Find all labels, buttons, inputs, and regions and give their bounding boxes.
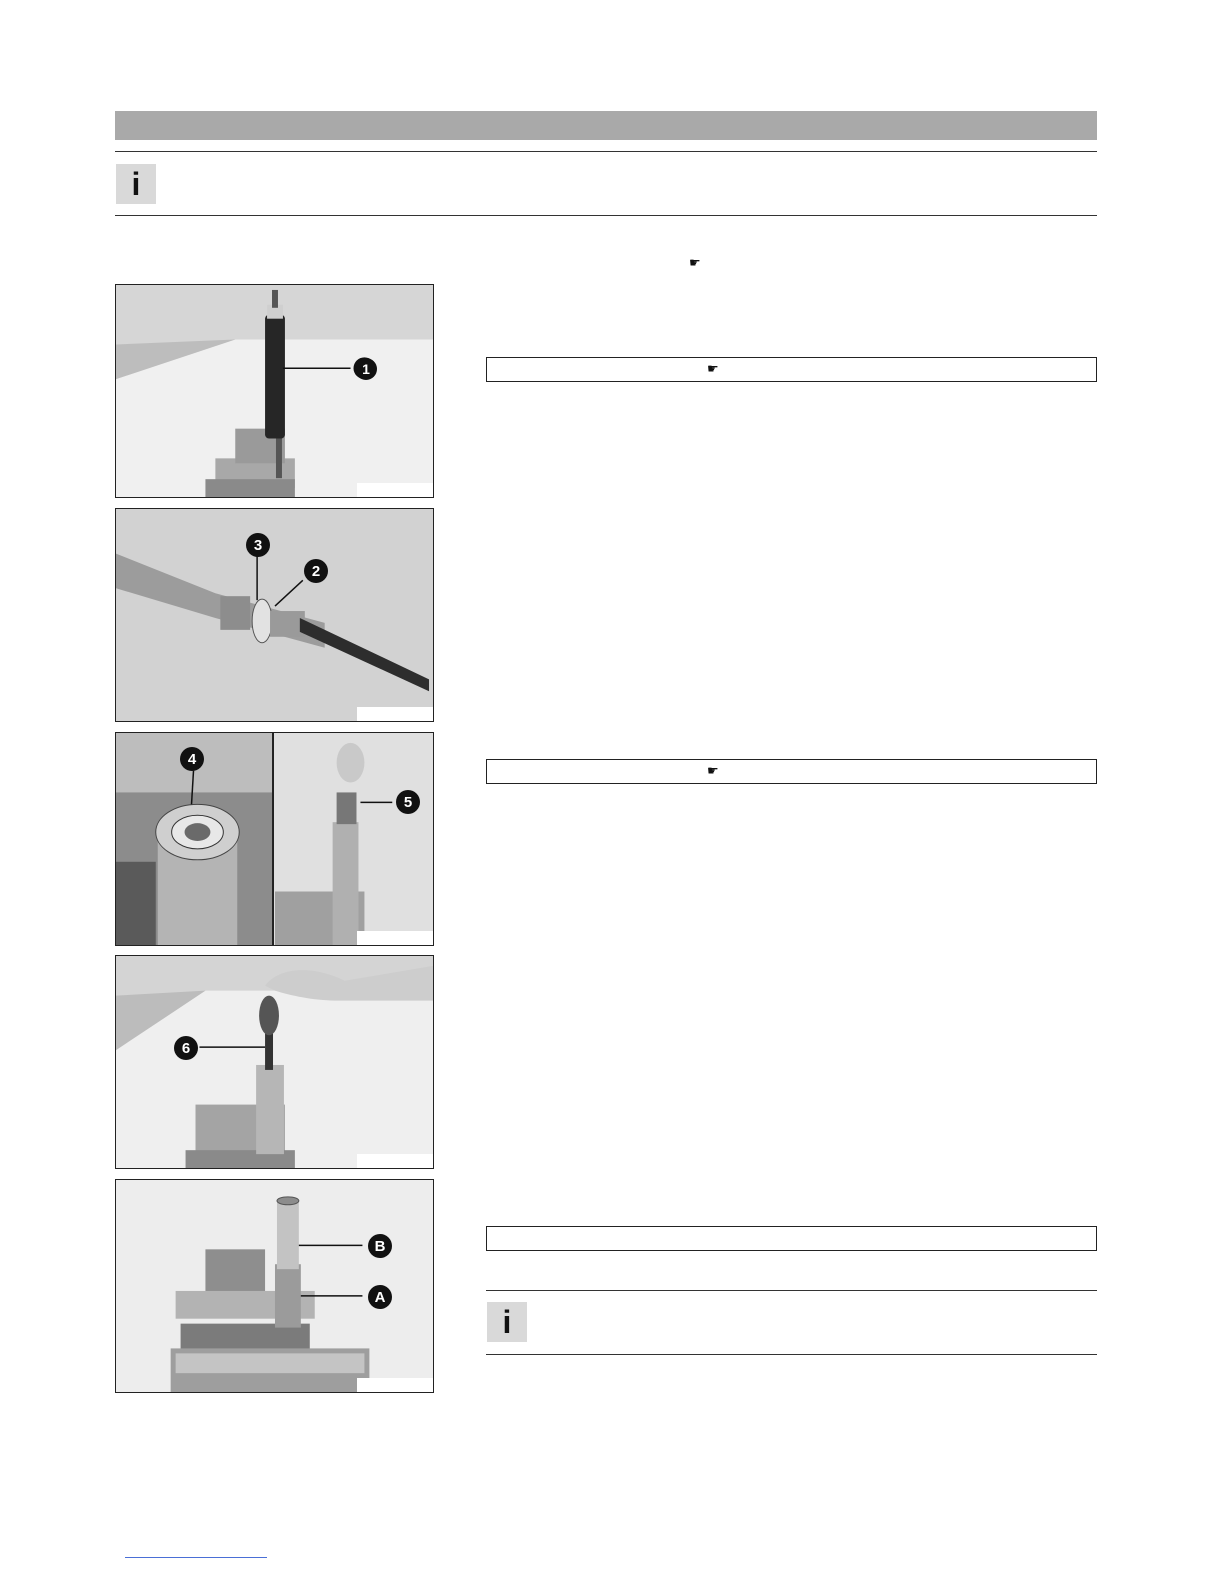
info-note-2-bottom-rule bbox=[486, 1354, 1097, 1355]
figure-4-reference-strip bbox=[357, 1154, 433, 1168]
callout-3-label: 3 bbox=[253, 537, 263, 554]
callout-2 bbox=[304, 559, 328, 583]
callout-4 bbox=[180, 747, 204, 771]
callout-a bbox=[368, 1285, 392, 1309]
figure-2-photo bbox=[115, 508, 434, 722]
callout-6-label: 6 bbox=[181, 1040, 191, 1057]
figure-3-photo bbox=[115, 732, 434, 946]
info-glyph: i bbox=[502, 1304, 512, 1340]
spec-box-3 bbox=[486, 1226, 1097, 1251]
spec-box-1 bbox=[486, 357, 1097, 382]
callout-1-label: 1 bbox=[362, 361, 370, 377]
info-note-top-rule bbox=[115, 151, 1097, 152]
figure-3-illustration bbox=[116, 733, 433, 945]
callout-3 bbox=[246, 533, 270, 557]
figure-5-reference-strip bbox=[357, 1378, 433, 1392]
callout-5-label: 5 bbox=[403, 794, 413, 811]
section-header-bar bbox=[115, 111, 1097, 140]
spec-box-2 bbox=[486, 759, 1097, 784]
info-note-bottom-rule bbox=[115, 215, 1097, 216]
callout-1 bbox=[355, 358, 377, 380]
footer-link[interactable] bbox=[125, 1557, 267, 1558]
figure-4-illustration bbox=[116, 956, 433, 1168]
pointing-hand-icon: ☛ bbox=[707, 361, 719, 376]
info-icon bbox=[116, 164, 156, 204]
figure-5-photo bbox=[115, 1179, 434, 1393]
pointing-hand-icon: ☛ bbox=[707, 763, 719, 778]
callout-a-label: A bbox=[374, 1289, 386, 1306]
info-note-2-top-rule bbox=[486, 1290, 1097, 1291]
figure-4-photo bbox=[115, 955, 434, 1169]
info-icon bbox=[487, 1302, 527, 1342]
callout-b bbox=[368, 1234, 392, 1258]
callout-2-label: 2 bbox=[311, 563, 321, 580]
info-glyph: i bbox=[131, 166, 141, 202]
figure-3-reference-strip bbox=[357, 931, 433, 945]
callout-b-label: B bbox=[374, 1238, 386, 1255]
callout-4-label: 4 bbox=[187, 751, 197, 768]
figure-1-illustration bbox=[116, 285, 433, 497]
figure-2-reference-strip bbox=[357, 707, 433, 721]
figure-1-reference-strip bbox=[357, 483, 433, 497]
callout-6 bbox=[174, 1036, 198, 1060]
figure-2-illustration bbox=[116, 509, 433, 721]
callout-5 bbox=[396, 790, 420, 814]
figure-1-photo bbox=[115, 284, 434, 498]
pointing-hand-icon: ☛ bbox=[689, 255, 701, 270]
